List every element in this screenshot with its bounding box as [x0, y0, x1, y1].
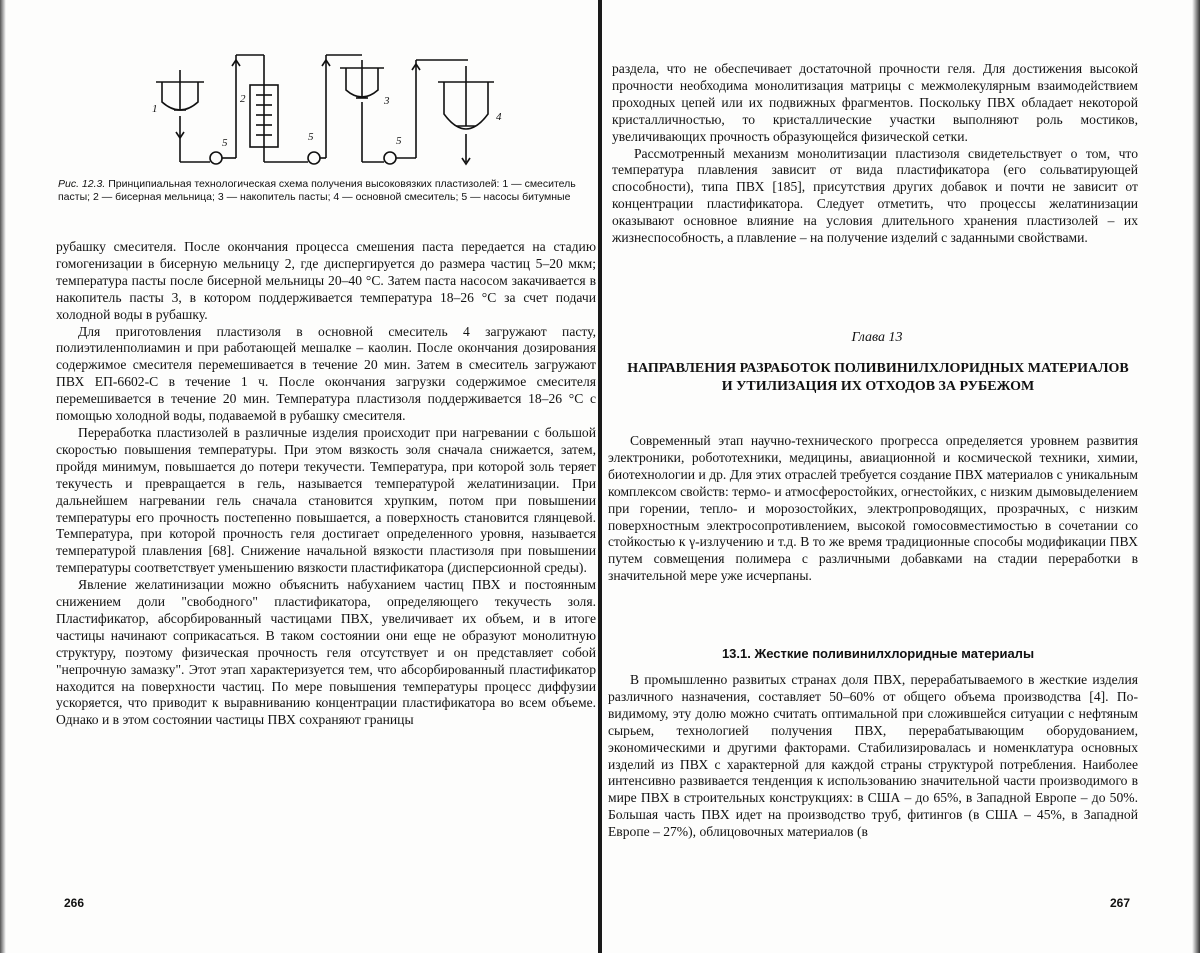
paragraph: Явление желатинизации можно объяснить набуханием частиц ПВХ и постоянным снижением доли "свободного" пластификатора, определяющего текучесть золя. Пластификатор, абсорбированный частицами ПВХ, увеличивает их объем, и в итоге частицы начинают соприкасаться. В таком состоянии они еще не образуют монолитную структуру, поэтому физическая прочность геля отсутствует и он представляет собой "непрочную замазку". Этот этап характеризуется тем, что абсорбированный пластификатор находится на поверхности частиц. По мере повышения температуры процесс диффузии ускоряется, что приводит к выравниванию концентрации пластификатора во всем объеме. Однако и в этом состоянии частицы ПВХ сохраняют границы	[56, 577, 596, 728]
pump-3	[384, 152, 396, 164]
section-body	[608, 672, 1138, 841]
figure-caption-text: Принципиальная технологическая схема получения высоковязких пластизолей: 1 — смеситель пасты; 2 — бисерная мельница; 3 — накопитель пасты; 4 — основной смеситель; 5 — насосы битумные	[58, 178, 576, 203]
pump-2	[308, 152, 320, 164]
figure-label-4: 4	[496, 111, 502, 123]
figure-caption-lead: Рис. 12.3.	[58, 178, 106, 190]
chapter-intro	[608, 433, 1138, 585]
figure-label-3: 3	[384, 95, 390, 107]
left-page-body	[56, 239, 596, 729]
page-number-right: 267	[1110, 896, 1131, 910]
chapter-label: Глава 13	[851, 330, 903, 345]
section-title: 13.1. Жесткие поливинилхлоридные материалы	[721, 646, 1035, 661]
figure-label-1: 1	[152, 103, 158, 115]
paragraph: Переработка пластизолей в различные изделия происходит при нагревании с большой скоростью повышения температуры. При этом вязкость золя сначала снижается, затем, пройдя минимум, повышается до потери текучести. Температура, при которой золь теряет текучесть и превращается в гель, называется температурой желатинизации. При дальнейшем нагревании гель сначала становится хрупким, потом при повышении температуры его прочность постепенно повышается, а поверхность становится глянцевой. Температура, при которой прочность геля достигает определенного уровня, называется температурой плавления [68]. Снижение начальной вязкости пластизоля при повышении температуры соответствует уменьшению вязкости пластификатора (дисперсионной среды).	[56, 424, 596, 576]
figure-label-5a: 5	[222, 137, 228, 149]
paragraph: раздела, что не обеспечивает достаточной прочности геля. Для достижения высокой прочности необходима монолитизация матрицы с межмолекулярным взаимодействием проходных цепей или их подвижных фрагментов. Поскольку ПВХ обладает некоторой кристалличностью, то кристаллические участки выполняют роль мостиков, увеличивающих прочность образующейся физической сетки.	[612, 61, 1138, 144]
book-spine	[598, 0, 602, 953]
paragraph: Рассмотренный механизм монолитизации пластизоля свидетельствует о том, что температура плавления зависит от вида пластификатора (его сольватирующей способности), типа ПВХ [185], присутствия других добавок и почти не зависит от концентрации пластификатора. Следует отметить, что процессы желатинизации оказывают основное влияние на условия длительного хранения пластизолей – их жизнеспособность, а плавление – на получение изделий с заданными свойствами.	[612, 145, 1138, 246]
chapter-title-line-1: НАПРАВЛЕНИЯ РАЗРАБОТОК ПОЛИВИНИЛХЛОРИДНЫХ МАТЕРИАЛОВ	[627, 361, 1129, 376]
figure-caption	[58, 178, 593, 204]
paragraph: Для приготовления пластизоля в основной смеситель 4 загружают пасту, полиэтиленполиамин и при работающей мешалке – каолин. После окончания дозирования содержимое смесителя перемешивается в течение 20 мин. Затем в смеситель загружают ПВХ ЕП-6602-С в течение 1 ч. После окончания загрузки содержимое смесителя перемешивается в течение 20 мин. Температура пластизоля поддерживается 18–26 °С с помощью холодной воды, подаваемой в рубашку смесителя.	[56, 323, 596, 424]
figure-label-5c: 5	[396, 135, 402, 147]
paragraph: рубашку смесителя. После окончания процесса смешения паста передается на стадию гомогенизации в бисерную мельницу 2, где диспергируется до размера частиц 5–20 мкм; температура пасты после бисерной мельницы 20–40 °С. Затем паста насосом закачивается в накопитель пасты 3, в котором поддерживается температура 18–26 °С за счет подачи холодной воды в рубашку.	[56, 239, 596, 322]
chapter-title-line-2: И УТИЛИЗАЦИЯ ИХ ОТХОДОВ ЗА РУБЕЖОМ	[721, 379, 1035, 394]
figure-label-5b: 5	[308, 131, 314, 143]
figure-label-2: 2	[240, 93, 246, 105]
page-number-left: 266	[64, 896, 85, 910]
paragraph: Современный этап научно-технического прогресса определяется уровнем развития электроники, робототехники, медицины, авиационной и космической техники, химии, биотехнологии и др. Для этих отраслей требуется создание ПВХ материалов с уникальным комплексом свойств: термо- и атмосферостойких, огнестойких, с низким дымовыделением при горении, тепло- и морозостойких, электропроводящих, прозрачных, с низким поверхностным электросопротивлением, высокой гомосовместимостью в сочетании со стойкостью к γ-излучению и т.д. В то же время традиционные способы модификации ПВХ путем совмещения полимера с различными добавками на стадии переработки в значительной мере уже исчерпаны.	[608, 433, 1138, 584]
process-scheme-diagram	[140, 40, 510, 175]
right-page-edge	[1192, 0, 1200, 953]
paragraph: В промышленно развитых странах доля ПВХ, перерабатываемого в жесткие изделия различного назначения, составляет 50–60% от общего объема производства [4]. По-видимому, эту долю можно считать оптимальной при сложившейся ситуации с нефтяным сырьем, технологией получения ПВХ, перерабатывающим оборудованием, экономическими и другими факторами. Стабилизировалась и номенклатура основных изделий из ПВХ с характерной для каждой страны структурой потребления. Наиболее интенсивно развивается тенденция к использованию значительной части производимого в мире ПВХ в строительных конструкциях: в США – до 65%, в Западной Европе – до 50%. Большая часть ПВХ идет на производство труб, фитингов (в США – 45%, в Западной Европе – 27%), облицовочных материалов (в	[608, 672, 1138, 840]
pump-1	[210, 152, 222, 164]
right-page-body-top	[612, 61, 1138, 247]
chapter-title	[608, 360, 1148, 396]
